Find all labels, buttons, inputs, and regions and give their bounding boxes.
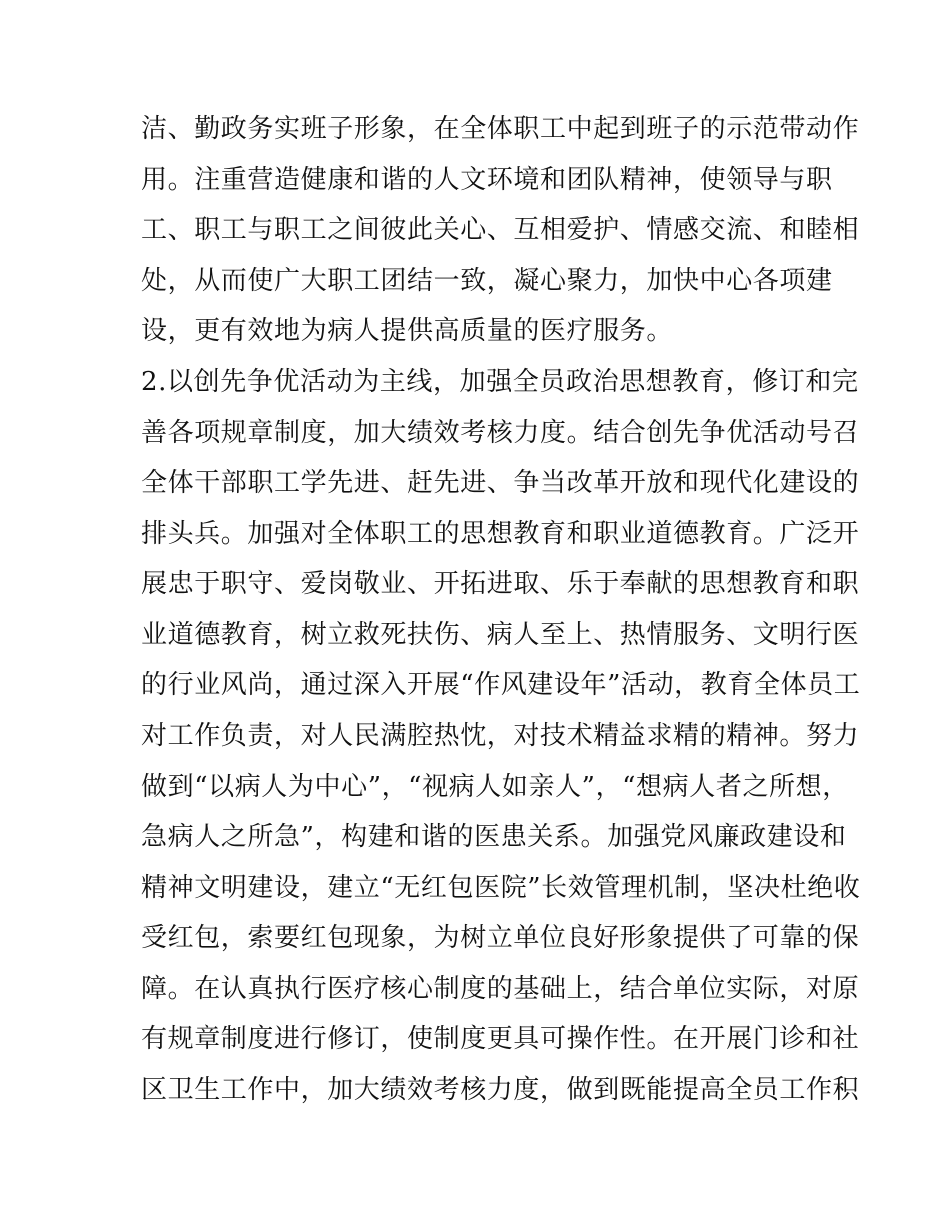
section-heading-line: 2.以创先争优活动为主线，加强全员政治思想教育，修订和完 (141, 367, 859, 397)
text-line: 做到“以病人为中心”，“视病人如亲人”，“想病人者之所想， (141, 772, 849, 802)
text-line: 急病人之所急”，构建和谐的医患关系。加强党风廉政建设和 (141, 822, 847, 852)
text-line: 受红包，索要红包现象，为树立单位良好形象提供了可靠的保 (141, 923, 860, 953)
text-line: 区卫生工作中，加大绩效考核力度，做到既能提高全员工作积 (141, 1075, 860, 1105)
text-line: 全体干部职工学先进、赶先进、争当改革开放和现代化建设的 (141, 468, 860, 498)
text-line: 对工作负责，对人民满腔热忱，对技术精益求精的精神。努力 (141, 721, 860, 751)
text-line: 设，更有效地为病人提供高质量的医疗服务。 (141, 316, 674, 346)
text-line: 的行业风尚，通过深入开展“作风建设年”活动，教育全体员工 (141, 670, 861, 700)
text-line: 工、职工与职工之间彼此关心、互相爱护、情感交流、和睦相 (141, 215, 860, 245)
text-line: 有规章制度进行修订，使制度更具可操作性。在开展门诊和社 (141, 1024, 860, 1054)
text-line: 展忠于职守、爱岗敬业、开拓进取、乐于奉献的思想教育和职 (141, 569, 860, 599)
text-line: 障。在认真执行医疗核心制度的基础上，结合单位实际，对原 (141, 974, 860, 1004)
text-line: 排头兵。加强对全体职工的思想教育和职业道德教育。广泛开 (141, 519, 860, 549)
text-line: 洁、勤政务实班子形象，在全体职工中起到班子的示范带动作 (141, 114, 860, 144)
text-line: 用。注重营造健康和谐的人文环境和团队精神，使领导与职 (141, 165, 833, 195)
text-line: 善各项规章制度，加大绩效考核力度。结合创先争优活动号召 (141, 418, 860, 448)
text-line: 精神文明建设，建立“无红包医院”长效管理机制，坚决杜绝收 (141, 873, 861, 903)
text-line: 业道德教育，树立救死扶伤、病人至上、热情服务、文明行医 (141, 620, 860, 650)
text-line: 处，从而使广大职工团结一致，凝心聚力，加快中心各项建 (141, 266, 833, 296)
